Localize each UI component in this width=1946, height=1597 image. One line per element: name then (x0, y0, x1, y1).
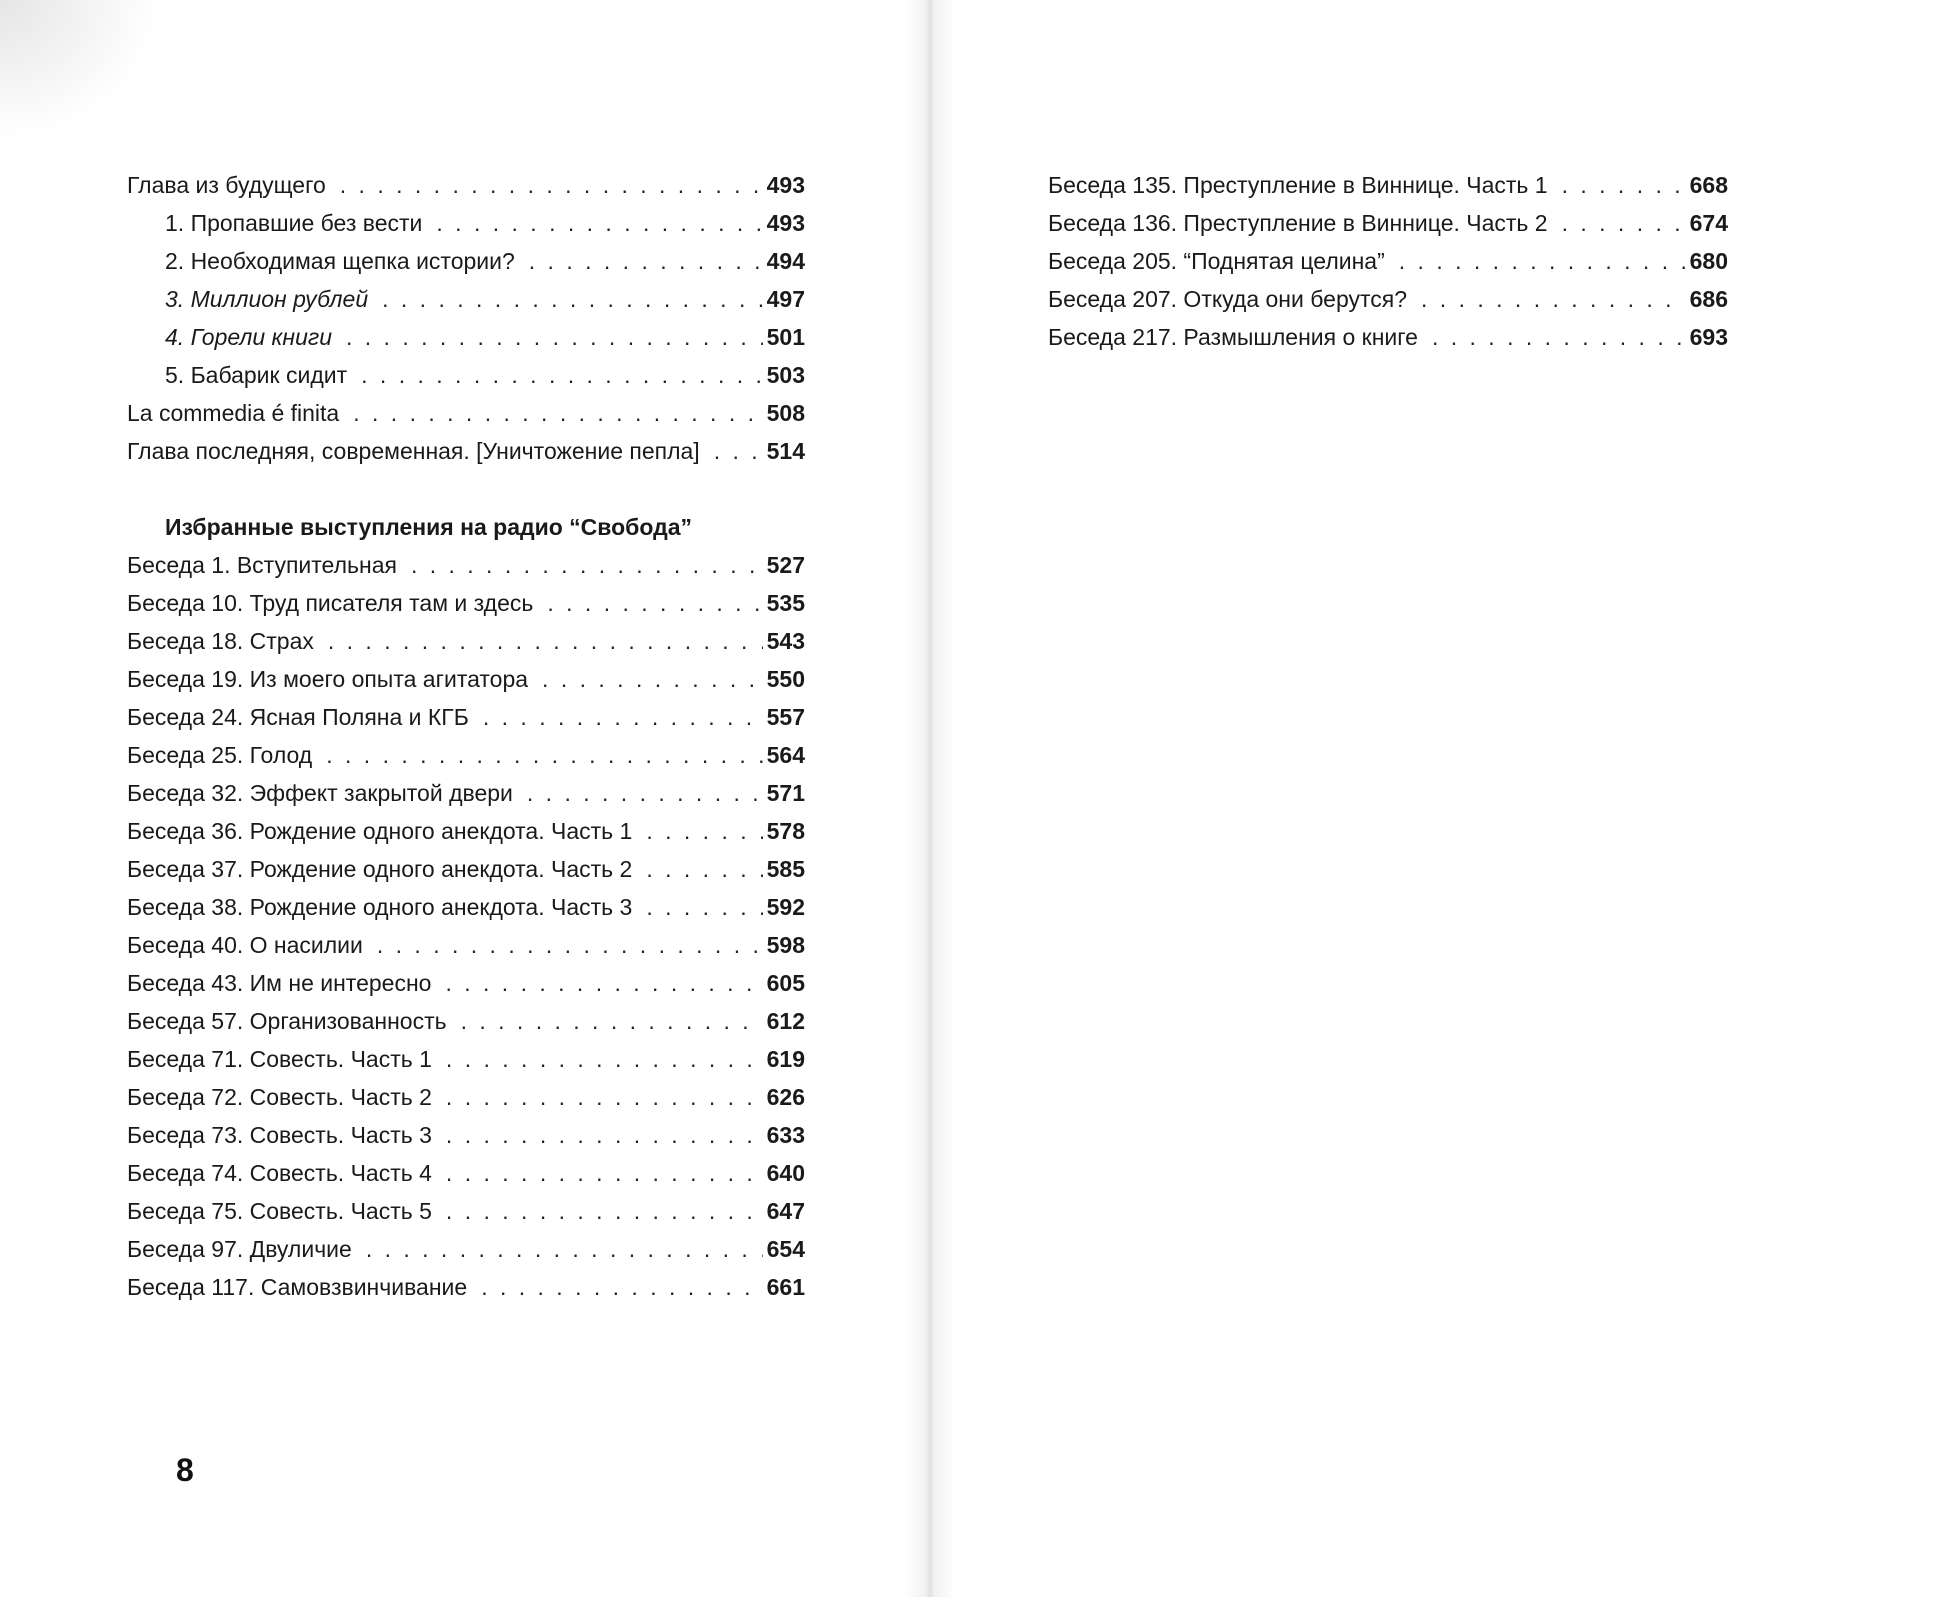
toc-entry (127, 1116, 805, 1154)
dot-leader (446, 1116, 763, 1154)
dot-leader (646, 850, 762, 888)
dot-leader (446, 1078, 763, 1116)
toc-entry-page: 619 (766, 1046, 805, 1072)
toc-entry (127, 1268, 805, 1306)
toc-entry-page: 668 (1689, 172, 1728, 198)
toc-entry-page: 535 (766, 590, 805, 616)
dot-leader (445, 964, 762, 1002)
toc-entry (127, 318, 805, 356)
dot-leader (481, 1268, 762, 1306)
dot-leader (436, 204, 762, 242)
toc-entry-page: 693 (1689, 324, 1728, 350)
toc-entry-page: 508 (766, 400, 805, 426)
toc-entry (127, 774, 805, 812)
toc-entry-page: 647 (766, 1198, 805, 1224)
toc-entry-page: 640 (766, 1160, 805, 1186)
toc-entry (1048, 166, 1728, 204)
toc-entry-title: Беседа 24. Ясная Поляна и КГБ (127, 704, 469, 730)
toc-entry-title: Беседа 19. Из моего опыта агитатора (127, 666, 529, 692)
toc-entry-title: La commedia é finita (127, 400, 340, 426)
right-page (929, 0, 1946, 1597)
toc-entry (127, 432, 805, 470)
toc-entry-title: Беседа 75. Совесть. Часть 5 (127, 1198, 432, 1224)
toc-entry-page: 686 (1689, 286, 1728, 312)
toc-entry-title: 4. Горели книги (165, 324, 332, 350)
toc-entry-title: Глава последняя, современная. [Уничтожение пепла] (127, 438, 700, 464)
toc-entry (127, 622, 805, 660)
toc-entry-page: 501 (766, 324, 805, 350)
toc-entry-title: Беседа 40. О насилии (127, 932, 363, 958)
toc-entry-title: Беседа 43. Им не интересно (127, 970, 432, 996)
toc-entry (127, 394, 805, 432)
toc-entry (127, 242, 805, 280)
dot-leader (377, 926, 763, 964)
toc-entry-page: 564 (766, 742, 805, 768)
toc-entry-page: 654 (766, 1236, 805, 1262)
toc-entry (1048, 318, 1728, 356)
toc-entry-title: Беседа 10. Труд писателя там и здесь (127, 590, 534, 616)
toc-entry-title: Беседа 117. Самовзвинчивание (127, 1274, 468, 1300)
dot-leader (328, 622, 763, 660)
section-heading (127, 508, 805, 546)
dot-leader (361, 356, 762, 394)
left-page (0, 0, 929, 1597)
dot-leader (382, 280, 763, 318)
toc-entry (127, 888, 805, 926)
toc-entry-page: 592 (766, 894, 805, 920)
dot-leader (646, 812, 762, 850)
dot-leader (547, 584, 762, 622)
toc-entry-page: 503 (766, 362, 805, 388)
toc-entry-page: 674 (1689, 210, 1728, 236)
toc-entry (127, 204, 805, 242)
toc-entry (1048, 280, 1728, 318)
dot-leader (446, 1040, 763, 1078)
toc-entry (1048, 204, 1728, 242)
toc-entry (127, 850, 805, 888)
toc-entry (127, 736, 805, 774)
toc-entry-title: Беседа 32. Эффект закрытой двери (127, 780, 513, 806)
toc-entry-title: Беседа 1. Вступительная (127, 552, 397, 578)
toc-entry-page: 605 (766, 970, 805, 996)
toc-entry-page: 550 (766, 666, 805, 692)
table-of-contents-left (127, 166, 805, 1306)
toc-entry (127, 546, 805, 584)
toc-entry-page: 626 (766, 1084, 805, 1110)
toc-entry-title: Беседа 25. Голод (127, 742, 313, 768)
toc-entry-title: 1. Пропавшие без вести (165, 210, 423, 236)
toc-entry (127, 926, 805, 964)
toc-entry-title: Беседа 18. Страх (127, 628, 314, 654)
dot-leader (446, 1192, 763, 1230)
toc-entry-page: 585 (766, 856, 805, 882)
toc-entry-page: 598 (766, 932, 805, 958)
toc-entry (127, 698, 805, 736)
dot-leader (1562, 204, 1686, 242)
toc-entry-page: 493 (766, 172, 805, 198)
toc-entry-page: 680 (1689, 248, 1728, 274)
toc-spacer (127, 470, 805, 508)
dot-leader (1399, 242, 1686, 280)
toc-entry-page: 493 (766, 210, 805, 236)
toc-entry (127, 280, 805, 318)
toc-entry-title: 2. Необходимая щепка истории? (165, 248, 515, 274)
dot-leader (714, 432, 763, 470)
toc-entry-page: 612 (766, 1008, 805, 1034)
dot-leader (366, 1230, 763, 1268)
toc-entry-page: 633 (766, 1122, 805, 1148)
toc-entry-page: 527 (766, 552, 805, 578)
toc-entry (127, 1192, 805, 1230)
toc-entry-title: Беседа 207. Откуда они берутся? (1048, 286, 1408, 312)
page-corner-shadow (0, 0, 160, 140)
dot-leader (1421, 280, 1686, 318)
toc-entry-title: Беседа 74. Совесть. Часть 4 (127, 1160, 432, 1186)
dot-leader (646, 888, 762, 926)
toc-entry-title: Беседа 73. Совесть. Часть 3 (127, 1122, 432, 1148)
dot-leader (529, 242, 763, 280)
toc-entry-page: 571 (766, 780, 805, 806)
dot-leader (326, 736, 762, 774)
toc-entry-title: Беседа 37. Рождение одного анекдота. Часть 2 (127, 856, 633, 882)
toc-entry-title: Беседа 97. Двуличие (127, 1236, 352, 1262)
toc-entry-title: Беседа 136. Преступление в Виннице. Часть 2 (1048, 210, 1548, 236)
toc-entry (127, 1078, 805, 1116)
toc-entry (127, 356, 805, 394)
toc-entry-title: Беседа 38. Рождение одного анекдота. Часть 3 (127, 894, 633, 920)
toc-entry-page: 497 (766, 286, 805, 312)
page-number: 8 (176, 1452, 194, 1488)
toc-entry (1048, 242, 1728, 280)
toc-entry (127, 1040, 805, 1078)
table-of-contents-right (1048, 166, 1728, 356)
dot-leader (527, 774, 763, 812)
toc-entry (127, 1230, 805, 1268)
toc-entry (127, 964, 805, 1002)
dot-leader (483, 698, 763, 736)
toc-entry-page: 557 (766, 704, 805, 730)
toc-entry-title: Беседа 72. Совесть. Часть 2 (127, 1084, 432, 1110)
toc-entry-page: 661 (766, 1274, 805, 1300)
toc-entry-page: 543 (766, 628, 805, 654)
toc-entry (127, 1002, 805, 1040)
toc-entry-page: 578 (766, 818, 805, 844)
toc-entry-title: Беседа 71. Совесть. Часть 1 (127, 1046, 432, 1072)
dot-leader (411, 546, 763, 584)
toc-entry-title: Глава из будущего (127, 172, 326, 198)
dot-leader (340, 166, 763, 204)
toc-entry (127, 166, 805, 204)
dot-leader (446, 1154, 763, 1192)
toc-entry-title: Беседа 135. Преступление в Виннице. Часть 1 (1048, 172, 1548, 198)
dot-leader (346, 318, 763, 356)
toc-entry-title: 3. Миллион рублей (165, 286, 369, 312)
toc-entry-title: 5. Бабарик сидит (165, 362, 348, 388)
section-heading-text: Избранные выступления на радио “Свобода” (165, 514, 693, 540)
toc-entry (127, 812, 805, 850)
dot-leader (1432, 318, 1686, 356)
dot-leader (1562, 166, 1686, 204)
toc-entry-title: Беседа 205. “Поднятая целина” (1048, 248, 1385, 274)
toc-entry (127, 1154, 805, 1192)
toc-entry-page: 514 (766, 438, 805, 464)
dot-leader (542, 660, 763, 698)
toc-entry (127, 660, 805, 698)
dot-leader (353, 394, 762, 432)
toc-entry-title: Беседа 36. Рождение одного анекдота. Часть 1 (127, 818, 633, 844)
toc-entry-title: Беседа 57. Организованность (127, 1008, 447, 1034)
toc-entry (127, 584, 805, 622)
toc-entry-title: Беседа 217. Размышления о книге (1048, 324, 1418, 350)
dot-leader (461, 1002, 763, 1040)
toc-entry-page: 494 (766, 248, 805, 274)
